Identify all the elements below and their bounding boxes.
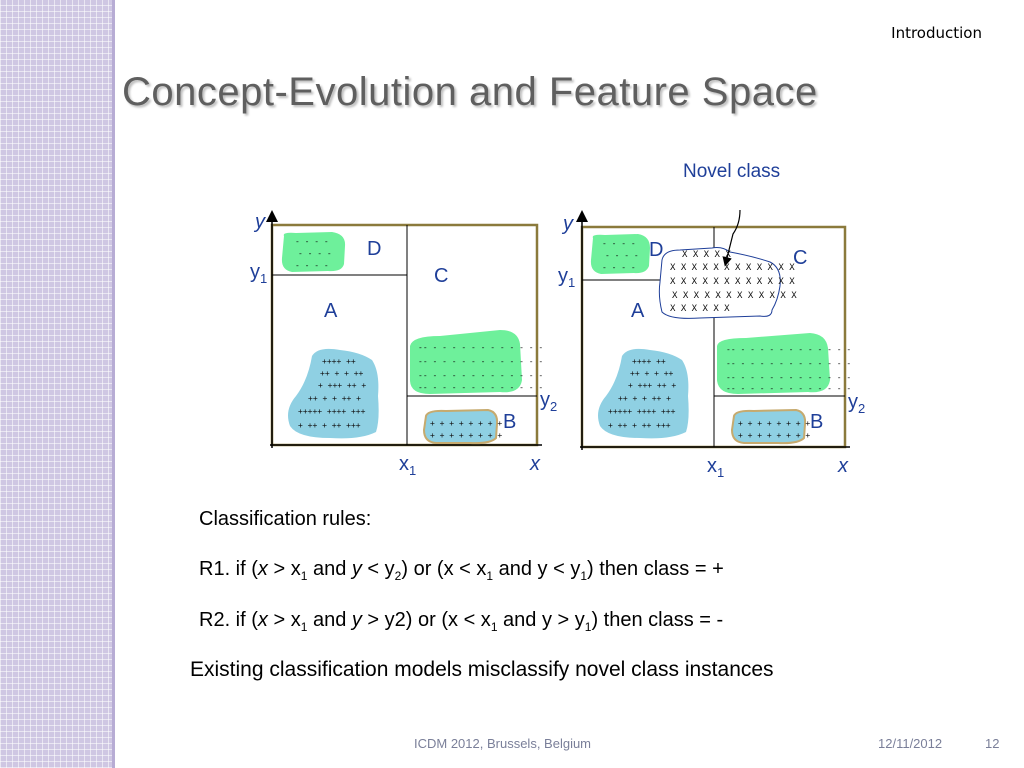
left-region-c: C — [434, 265, 449, 287]
rules-heading: Classification rules: — [199, 508, 372, 530]
right-region-a: A — [631, 300, 645, 322]
right-plus-b-2: + + + + + + + + — [738, 431, 811, 440]
right-minus-d-2: - - - - — [605, 251, 639, 260]
footer-venue: ICDM 2012, Brussels, Belgium — [414, 736, 592, 751]
left-y2-label: $y_2$ — [540, 389, 558, 414]
novel-x-row-3: X X X X X X X X X X X X — [670, 277, 795, 287]
right-minus-c-1: -- - - - - - - - - - - - - — [726, 345, 852, 354]
left-minus-c-3: -- - - - - - - - - - - - - — [418, 371, 544, 380]
right-x1-label: $x_1$ — [707, 455, 725, 480]
right-x-axis-label: x — [838, 455, 848, 477]
footer-date: 12/11/2012 — [878, 736, 943, 751]
right-region-c: C — [793, 247, 808, 269]
left-plus-a-6: + ++ + ++ +++ — [298, 421, 361, 430]
left-minus-d-2: - - - - — [298, 249, 332, 258]
novel-x-row-4: X X X X X X X X X X X X — [672, 291, 797, 301]
novel-class-label: Novel class — [683, 161, 781, 182]
right-minus-c-2: -- - - - - - - - - - - - - — [726, 359, 852, 368]
slide-title: Concept-Evolution and Feature Space — [122, 70, 818, 114]
novel-x-row-1: X X X X X — [682, 250, 731, 260]
right-plus-a-2: ++ + + ++ — [630, 369, 674, 378]
right-minus-d-1: - - - - — [602, 239, 636, 248]
section-label: Introduction — [891, 24, 982, 42]
left-region-a: A — [324, 300, 338, 322]
right-region-d: D — [649, 239, 664, 261]
left-minus-c-4: -- - - - - - - - - - - - - — [418, 383, 544, 392]
left-plus-a-1: ++++ ++ — [322, 357, 356, 366]
footer-page-number: 12 — [985, 736, 1000, 751]
right-diagram — [558, 161, 865, 480]
right-y-axis-label: y — [563, 213, 573, 235]
left-plus-a-5: +++++ ++++ +++ — [298, 407, 366, 416]
novel-x-row-5: X X X X X X — [670, 304, 730, 314]
left-minus-d-1: - - - - — [295, 237, 329, 246]
left-plus-a-4: ++ + + ++ + — [308, 394, 361, 403]
right-plus-b-1: + + + + + + + + — [738, 419, 811, 428]
right-plus-a-1: ++++ ++ — [632, 357, 666, 366]
left-diagram — [250, 211, 557, 478]
right-y2-label: $y_2$ — [848, 391, 866, 416]
right-plus-a-3: + +++ ++ + — [628, 381, 677, 390]
right-minus-d-3: - - - - — [602, 263, 636, 272]
right-plus-a-5: +++++ ++++ +++ — [608, 407, 676, 416]
right-region-b: B — [810, 411, 824, 433]
right-minus-c-4: -- - - - - - - - - - - - - — [726, 384, 852, 393]
left-y-axis-label: y — [255, 211, 265, 233]
left-x-axis-label: x — [530, 453, 540, 475]
right-plus-a-6: + ++ + ++ +++ — [608, 421, 671, 430]
left-plus-b-2: + + + + + + + + — [430, 431, 503, 440]
summary-text: Existing classification models misclassify novel class instances — [190, 658, 774, 681]
left-minus-c-2: -- - - - - - - - - - - - - — [418, 357, 544, 366]
left-plus-a-2: ++ + + ++ — [320, 369, 364, 378]
right-minus-c-3: -- - - - - - - - - - - - - — [726, 373, 852, 382]
left-region-d: D — [367, 238, 382, 260]
rule-r1: R1. if ($x > x_1$ and $y < y_2$) or ($x < x_1$ and $y < y_1$) then class = + — [199, 558, 724, 583]
left-x1-label: $x_1$ — [399, 453, 417, 478]
left-plus-a-3: + +++ ++ + — [318, 381, 367, 390]
rule-r2: R2. if ($x > x_1$ and y > y2) or ($x < x_1$ and $y > y_1$) then class = - — [199, 609, 724, 634]
right-plus-a-4: ++ + + ++ + — [618, 394, 671, 403]
left-region-b: B — [503, 411, 517, 433]
left-plus-b-1: + + + + + + + + — [430, 419, 503, 428]
left-minus-d-3: - - - - — [295, 261, 329, 270]
novel-x-row-2: X X X X X X X X X X X X — [670, 263, 795, 273]
right-y1-label: $y_1$ — [558, 265, 576, 290]
left-minus-c-1: -- - - - - - - - - - - - - — [418, 343, 544, 352]
left-y1-label: $y_1$ — [250, 261, 268, 286]
